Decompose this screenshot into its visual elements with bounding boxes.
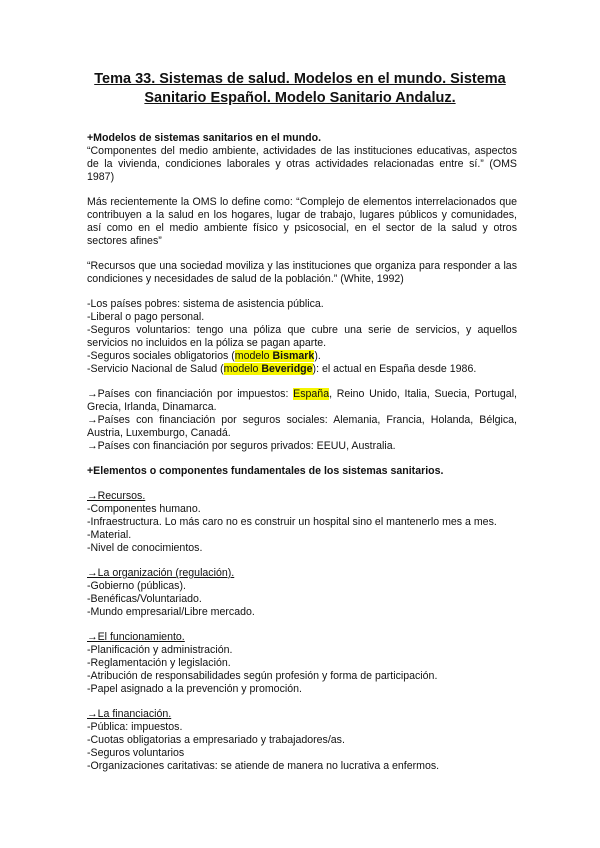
list-item: -Pública: impuestos. (87, 721, 183, 733)
list-item-text: -Servicio Nacional de Salud ( (87, 363, 224, 375)
highlight-text: modelo (223, 363, 262, 375)
subheading-financiacion: →La financiación. (87, 708, 172, 720)
list-item: -Benéficas/Voluntariado. (87, 593, 202, 605)
list-item: -Seguros voluntarios: tengo una póliza que cubre una serie de servicios, y aquellos servicios no incluidos en la póliza se pagan aparte. (87, 324, 517, 349)
financing-taxes (87, 388, 517, 414)
highlight-modelo-beveridge (224, 363, 313, 375)
list-item: -Material. (87, 529, 132, 541)
subheading-funcionamiento: →El funcionamiento. (87, 631, 185, 643)
list-item: -Organizaciones caritativas: se atiende de manera no lucrativa a enfermos. (87, 760, 440, 772)
page-title (60, 70, 540, 108)
section-heading-elements: +Elementos o componentes fundamentales de los sistemas sanitarios. (87, 465, 444, 477)
paragraph-oms-1987: “Componentes del medio ambiente, actividades de las instituciones educativas, aspectos de la vivienda, condiciones laborales y otras actividades relacionadas entre sí.” (OMS 1987) (87, 145, 517, 183)
paragraph-oms-definition: Más recientemente la OMS lo define como: “Complejo de elementos interrelacionados que contribuyen a la salud en los hogares, lugar de trabajo, lugares públicos y comunidades, así como en el medio ambiente físico y psicosocial, en el sector de la salud y otros sectores afines” (87, 196, 517, 247)
list-item: -Nivel de conocimientos. (87, 542, 203, 554)
list-item: -Atribución de responsabilidades según profesión y forma de participación. (87, 670, 438, 682)
list-item: -Reglamentación y legislación. (87, 657, 231, 669)
financing-private-insurance: →Países con financiación por seguros privados: EEUU, Australia. (87, 440, 396, 452)
title-line-1: Tema 33. Sistemas de salud. Modelos en el mundo. Sistema (94, 71, 506, 87)
list-item: -Componentes humano. (87, 503, 201, 515)
list-item: -Los países pobres: sistema de asistencia pública. (87, 298, 324, 310)
list-item: -Seguros voluntarios (87, 747, 185, 759)
list-item-bismark (87, 350, 517, 363)
list-item-text: ). (314, 350, 321, 362)
document-body (87, 132, 517, 773)
list-item: -Cuotas obligatorias a empresariado y trabajadores/as. (87, 734, 345, 746)
list-item: -Gobierno (públicas). (87, 580, 186, 592)
highlight-bold-text: Bismark (272, 350, 315, 362)
list-item: -Papel asignado a la prevención y promoción. (87, 683, 302, 695)
highlight-text: modelo (234, 350, 273, 362)
section-heading-models: +Modelos de sistemas sanitarios en el mundo. (87, 132, 322, 144)
highlight-bold-text: Beveridge (261, 363, 313, 375)
financing-text: , Reino Unido, Italia, Suecia, Portugal, Grecia, Irlanda, Dinamarca. (87, 388, 517, 413)
list-item: -Mundo empresarial/Libre mercado. (87, 606, 255, 618)
subheading-recursos: →Recursos. (87, 490, 146, 502)
subheading-organizacion: →La organización (regulación). (87, 567, 235, 579)
highlight-espana: España (293, 388, 330, 400)
financing-social-insurance: →Países con financiación por seguros sociales: Alemania, Francia, Holanda, Bélgica, Austria, Luxemburgo, Canadá. (87, 414, 517, 439)
list-item-text: -Seguros sociales obligatorios ( (87, 350, 235, 362)
list-item-text: ): el actual en España desde 1986. (312, 363, 477, 375)
title-line-2: Sanitario Español. Modelo Sanitario Andaluz. (144, 90, 456, 106)
financing-text: →Países con financiación por impuestos: (87, 388, 294, 400)
list-item: -Infraestructura. Lo más caro no es construir un hospital sino el mantenerlo mes a mes. (87, 516, 497, 528)
list-item-beveridge (87, 363, 517, 376)
paragraph-white-1992: “Recursos que una sociedad moviliza y las instituciones que organiza para responder a las condiciones y necesidades de salud de la población.” (White, 1992) (87, 260, 517, 285)
list-item: -Liberal o pago personal. (87, 311, 205, 323)
list-item: -Planificación y administración. (87, 644, 233, 656)
highlight-modelo-bismark (235, 350, 315, 362)
